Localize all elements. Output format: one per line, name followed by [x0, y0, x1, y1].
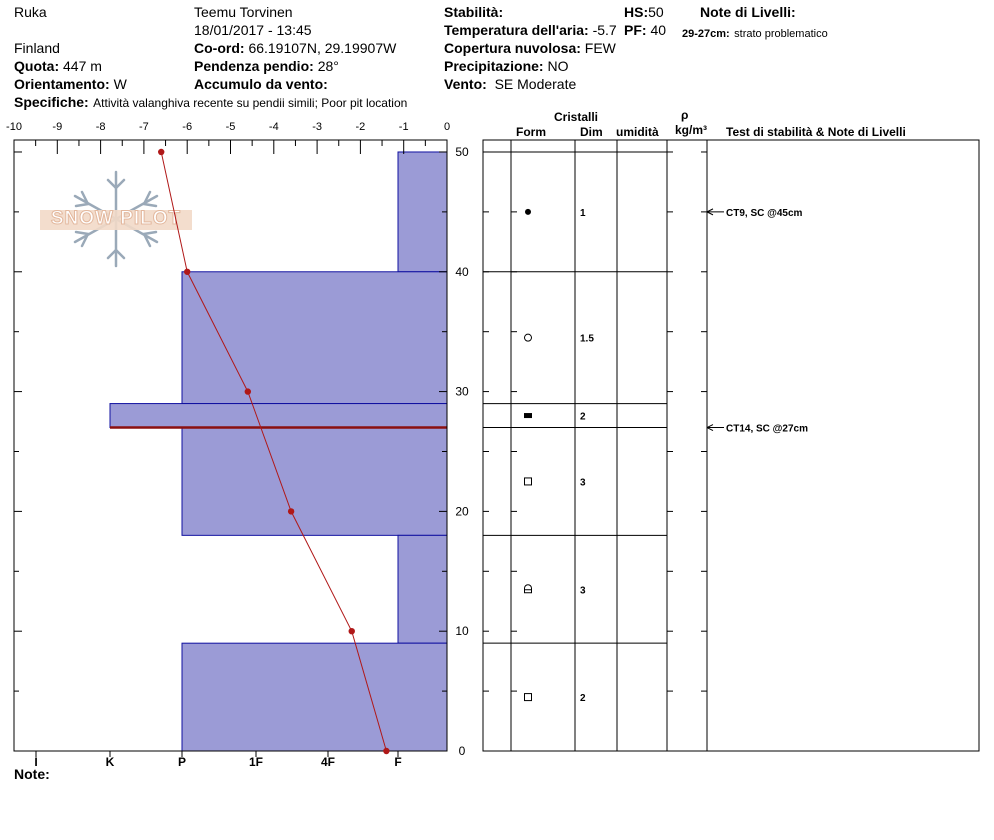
pf-value: 40 [650, 22, 667, 38]
crystal-size-4: 3 [580, 477, 586, 489]
density-symbol: ρ [681, 108, 689, 122]
pf-label: PF: [624, 22, 647, 38]
temp-tick-label-10: 0 [443, 121, 451, 133]
temp-tick-label-1: -9 [52, 121, 63, 133]
hs-label: HS: [624, 4, 649, 20]
pendenza-value: 28° [317, 58, 339, 74]
crystal-form-depth-hoar-icon [525, 585, 532, 593]
accumulo-label: Accumulo da vento: [194, 76, 328, 92]
temp-tick-label-5: -5 [225, 121, 236, 133]
stability-test-1: CT14, SC @27cm [726, 423, 809, 435]
stability-test-0: CT9, SC @45cm [726, 207, 803, 219]
hardness-label-1: K [105, 755, 115, 769]
temp-tick-label-0: -10 [6, 121, 22, 133]
layer-note-text: strato problematico [734, 28, 828, 40]
temp-tick-label-6: -4 [268, 121, 279, 133]
observation-datetime: 18/01/2017 - 13:45 [194, 22, 312, 38]
location-name: Ruka [14, 4, 47, 20]
coord-value: 66.19107N, 29.19907W [248, 40, 397, 56]
size-header: Dim [580, 125, 603, 139]
nuvolosa-value: FEW [584, 40, 616, 56]
depth-tick-label-5: 50 [455, 144, 469, 159]
hardness-layer-5 [398, 535, 447, 643]
orient-label: Orientamento: [14, 76, 110, 92]
specifiche-value: Attività valanghiva recente su pendii simili; Poor pit location [93, 96, 408, 110]
watermark-text: SNOW PILOT [50, 208, 182, 229]
hardness-layer-2 [182, 272, 447, 404]
temp-tick-label-3: -7 [139, 121, 149, 133]
temperature-point-4 [349, 628, 355, 634]
hardness-label-3: 1F [248, 755, 264, 769]
observer-name: Teemu Torvinen [194, 4, 293, 20]
hardness-label-2: P [177, 755, 187, 769]
nuvolosa-label: Copertura nuvolosa: [444, 40, 581, 56]
crystal-size-3: 2 [580, 411, 586, 423]
crystal-form-square-icon [525, 694, 532, 701]
crystal-size-6: 2 [580, 693, 586, 705]
crystal-size-1: 1 [580, 207, 586, 219]
temperature-point-5 [383, 748, 389, 754]
crystal-form-filled-square-icon [524, 413, 532, 418]
coord-label: Co-ord: [194, 40, 245, 56]
stability-header: Test di stabilità & Note di Livelli [726, 125, 906, 139]
moisture-header: umidità [616, 125, 659, 139]
hardness-label-5: F [394, 755, 402, 769]
crystal-form-square-icon [525, 478, 532, 485]
depth-tick-label-0: 0 [458, 744, 466, 758]
temperature-point-0 [158, 149, 164, 155]
crystal-size-5: 3 [580, 585, 586, 597]
depth-tick-label-4: 40 [455, 264, 469, 279]
temp-tick-label-2: -8 [95, 121, 106, 133]
vento-label: Vento: [444, 76, 487, 92]
notes-label: Note: [14, 766, 50, 782]
temp-value: -5.7 [592, 22, 617, 38]
crystal-table-frame [483, 140, 979, 751]
country: Finland [14, 40, 60, 56]
temp-tick-label-8: -2 [355, 121, 366, 133]
hardness-layer-3 [110, 404, 447, 428]
depth-tick-label-1: 10 [455, 624, 469, 639]
specifiche-label: Specifiche: [14, 94, 89, 110]
quota-value: 447 m [63, 58, 102, 74]
hardness-layer-6 [182, 643, 447, 751]
crystal-form-circle-icon [525, 334, 532, 341]
pendenza-label: Pendenza pendio: [194, 58, 314, 74]
layer-note-depth: 29-27cm: [682, 28, 730, 40]
hardness-label-0: I [34, 755, 38, 769]
temperature-point-2 [245, 388, 251, 394]
precip-label: Precipitazione: [444, 58, 544, 74]
density-unit: kg/m³ [675, 123, 708, 137]
hardness-label-4: 4F [320, 755, 336, 769]
form-header: Form [516, 125, 546, 139]
depth-tick-label-3: 30 [455, 384, 469, 399]
quota-label: Quota: [14, 58, 60, 74]
temp-tick-label-9: -1 [398, 121, 409, 133]
hardness-layer-1 [398, 152, 447, 272]
layer-notes-title: Note di Livelli: [700, 4, 796, 20]
temp-tick-label-7: -3 [312, 121, 322, 133]
depth-tick-label-2: 20 [455, 504, 469, 519]
temperature-point-1 [184, 269, 190, 275]
precip-value: NO [547, 58, 569, 74]
crystal-size-2: 1.5 [580, 333, 594, 345]
temp-label: Temperatura dell'aria: [444, 22, 589, 38]
temperature-point-3 [288, 508, 294, 514]
orient-value: W [113, 76, 127, 92]
hs-value: 50 [648, 4, 664, 20]
crystals-header: Cristalli [554, 110, 599, 124]
temp-tick-label-4: -6 [182, 121, 193, 133]
crystal-form-rounded-icon [525, 209, 531, 215]
vento-value: SE Moderate [494, 76, 577, 92]
stabilita-label: Stabilità: [444, 4, 504, 20]
hardness-layer-4 [182, 428, 447, 536]
